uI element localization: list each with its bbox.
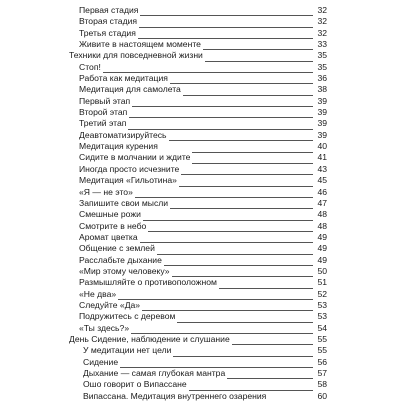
toc-entry (0, 107, 400, 118)
toc-entry-page-number: 51 (317, 277, 327, 288)
toc-entry-title: Иногда просто исчезните (79, 163, 180, 174)
toc-entry-title: Первый этап (79, 95, 131, 106)
toc-entry (0, 323, 400, 334)
toc-entry-page-number: 55 (317, 333, 327, 344)
toc-entry-title: Работа как медитация (79, 73, 168, 84)
toc-entry (0, 175, 400, 186)
toc-entry-page-number: 49 (317, 254, 327, 265)
toc-entry (0, 62, 400, 73)
toc-entry-page-number: 39 (317, 107, 327, 118)
toc-entry-page-number: 58 (317, 379, 327, 390)
toc-entry (0, 255, 400, 266)
toc-entry-title: Сидите в молчании и ждите (79, 152, 191, 163)
toc-entry-page-number: 52 (317, 288, 327, 299)
toc-entry-title: Смотрите в небо (79, 220, 147, 231)
toc-entry (0, 221, 400, 232)
toc-entry-title: Третий этап (79, 118, 127, 129)
toc-entry (0, 187, 400, 198)
table-of-contents (0, 5, 400, 402)
toc-entry-page-number: 33 (317, 39, 327, 50)
toc-entry-title: Дыхание — самая глубокая мантра (83, 368, 226, 378)
toc-entry (0, 141, 400, 152)
toc-entry-page-number: 41 (317, 152, 327, 163)
toc-entry-title: Медитация курения (79, 141, 158, 152)
toc-entry-title: Живите в настоящем моменте (79, 39, 201, 50)
toc-entry (0, 96, 400, 107)
toc-entry-page-number: 47 (317, 197, 327, 208)
toc-entry-title: Расслабьте дыхание (79, 254, 162, 265)
toc-entry-page-number: 35 (317, 50, 327, 61)
toc-entry-title: «Не два» (79, 288, 117, 299)
toc-entry-page-number: 38 (317, 84, 327, 95)
toc-entry-title: Второй этап (79, 107, 128, 118)
toc-entry-page-number: 53 (317, 311, 327, 322)
toc-entry-title: Медитация для самолета (79, 84, 181, 95)
toc-entry-title: Запишите свои мысли (79, 197, 169, 208)
toc-entry (0, 73, 400, 84)
toc-entry (0, 368, 400, 379)
toc-entry (0, 198, 400, 209)
toc-entry-page-number: 48 (317, 209, 327, 220)
toc-entry-page-number: 49 (317, 243, 327, 254)
toc-entry-title: Общение с землей (79, 243, 155, 254)
toc-entry-title: Сидение (83, 356, 119, 367)
toc-entry (0, 152, 400, 163)
toc-entry-title: Ошо говорит о Випассане (83, 379, 187, 390)
toc-entry-page-number: 57 (317, 368, 327, 378)
toc-entry-title: Смешные рожи (79, 209, 141, 220)
toc-entry-page-number: 50 (317, 265, 327, 276)
toc-entry (0, 50, 400, 61)
toc-entry-title: Випассана. Медитация внутреннего озарения (83, 390, 267, 401)
toc-entry (0, 300, 400, 311)
toc-entry (0, 311, 400, 322)
toc-entry-title: Аромат цветка (79, 231, 138, 242)
toc-entry (0, 266, 400, 277)
toc-entry-title: День Сидение, наблюдение и слушание (69, 333, 230, 344)
toc-entry-title: Стоп! (79, 61, 101, 72)
toc-entry (0, 5, 400, 16)
toc-entry (0, 39, 400, 50)
toc-entry-title: Деавтоматизируйтесь (79, 129, 167, 140)
toc-entry-title: Первая стадия (79, 5, 139, 15)
toc-entry-page-number: 32 (317, 27, 327, 38)
toc-entry-page-number: 32 (317, 16, 327, 27)
toc-entry (0, 289, 400, 300)
toc-entry-title: Размышляйте о противоположном (79, 277, 217, 288)
toc-entry-page-number: 60 (317, 390, 327, 401)
toc-entry-title: «Я — не это» (79, 186, 133, 197)
toc-entry (0, 209, 400, 220)
toc-entry-title: У медитации нет цели (83, 345, 172, 356)
toc-entry-page-number: 39 (317, 118, 327, 129)
toc-entry-page-number: 39 (317, 95, 327, 106)
toc-entry-title: Третья стадия (79, 27, 136, 38)
toc-entry-page-number: 53 (317, 299, 327, 310)
toc-entry (0, 357, 400, 368)
toc-entry-page-number: 56 (317, 356, 327, 367)
toc-entry-title: Следуйте «Да» (79, 299, 141, 310)
toc-entry-page-number: 43 (317, 163, 327, 174)
toc-entry (0, 345, 400, 356)
toc-entry-title: Медитация «Гильотина» (79, 175, 177, 186)
toc-entry-page-number: 39 (317, 129, 327, 140)
toc-entry (0, 16, 400, 27)
toc-entry (0, 164, 400, 175)
toc-entry-page-number: 32 (317, 5, 327, 15)
toc-entry (0, 84, 400, 95)
toc-entry-page-number: 35 (317, 61, 327, 72)
toc-entry-page-number: 55 (317, 345, 327, 356)
toc-entry-page-number: 54 (317, 322, 327, 333)
toc-entry (0, 379, 400, 390)
toc-entry (0, 334, 400, 345)
toc-entry-title: «Мир этому человеку» (79, 265, 170, 276)
toc-entry (0, 130, 400, 141)
toc-entry (0, 277, 400, 288)
toc-entry-title: Вторая стадия (79, 16, 138, 27)
toc-entry-title: «Ты здесь?» (79, 322, 130, 333)
toc-entry-page-number: 49 (317, 231, 327, 242)
toc-entry (0, 28, 400, 39)
toc-entry-page-number: 45 (317, 175, 327, 186)
toc-entry-title: Подружитесь с деревом (79, 311, 176, 322)
toc-entry-page-number: 48 (317, 220, 327, 231)
toc-entry (0, 391, 400, 402)
toc-entry-page-number: 36 (317, 73, 327, 84)
toc-entry-title: Техники для повседневной жизни (69, 50, 203, 61)
toc-entry-page-number: 40 (317, 141, 327, 152)
toc-entry (0, 243, 400, 254)
toc-entry (0, 232, 400, 243)
toc-entry (0, 118, 400, 129)
toc-entry-page-number: 46 (317, 186, 327, 197)
